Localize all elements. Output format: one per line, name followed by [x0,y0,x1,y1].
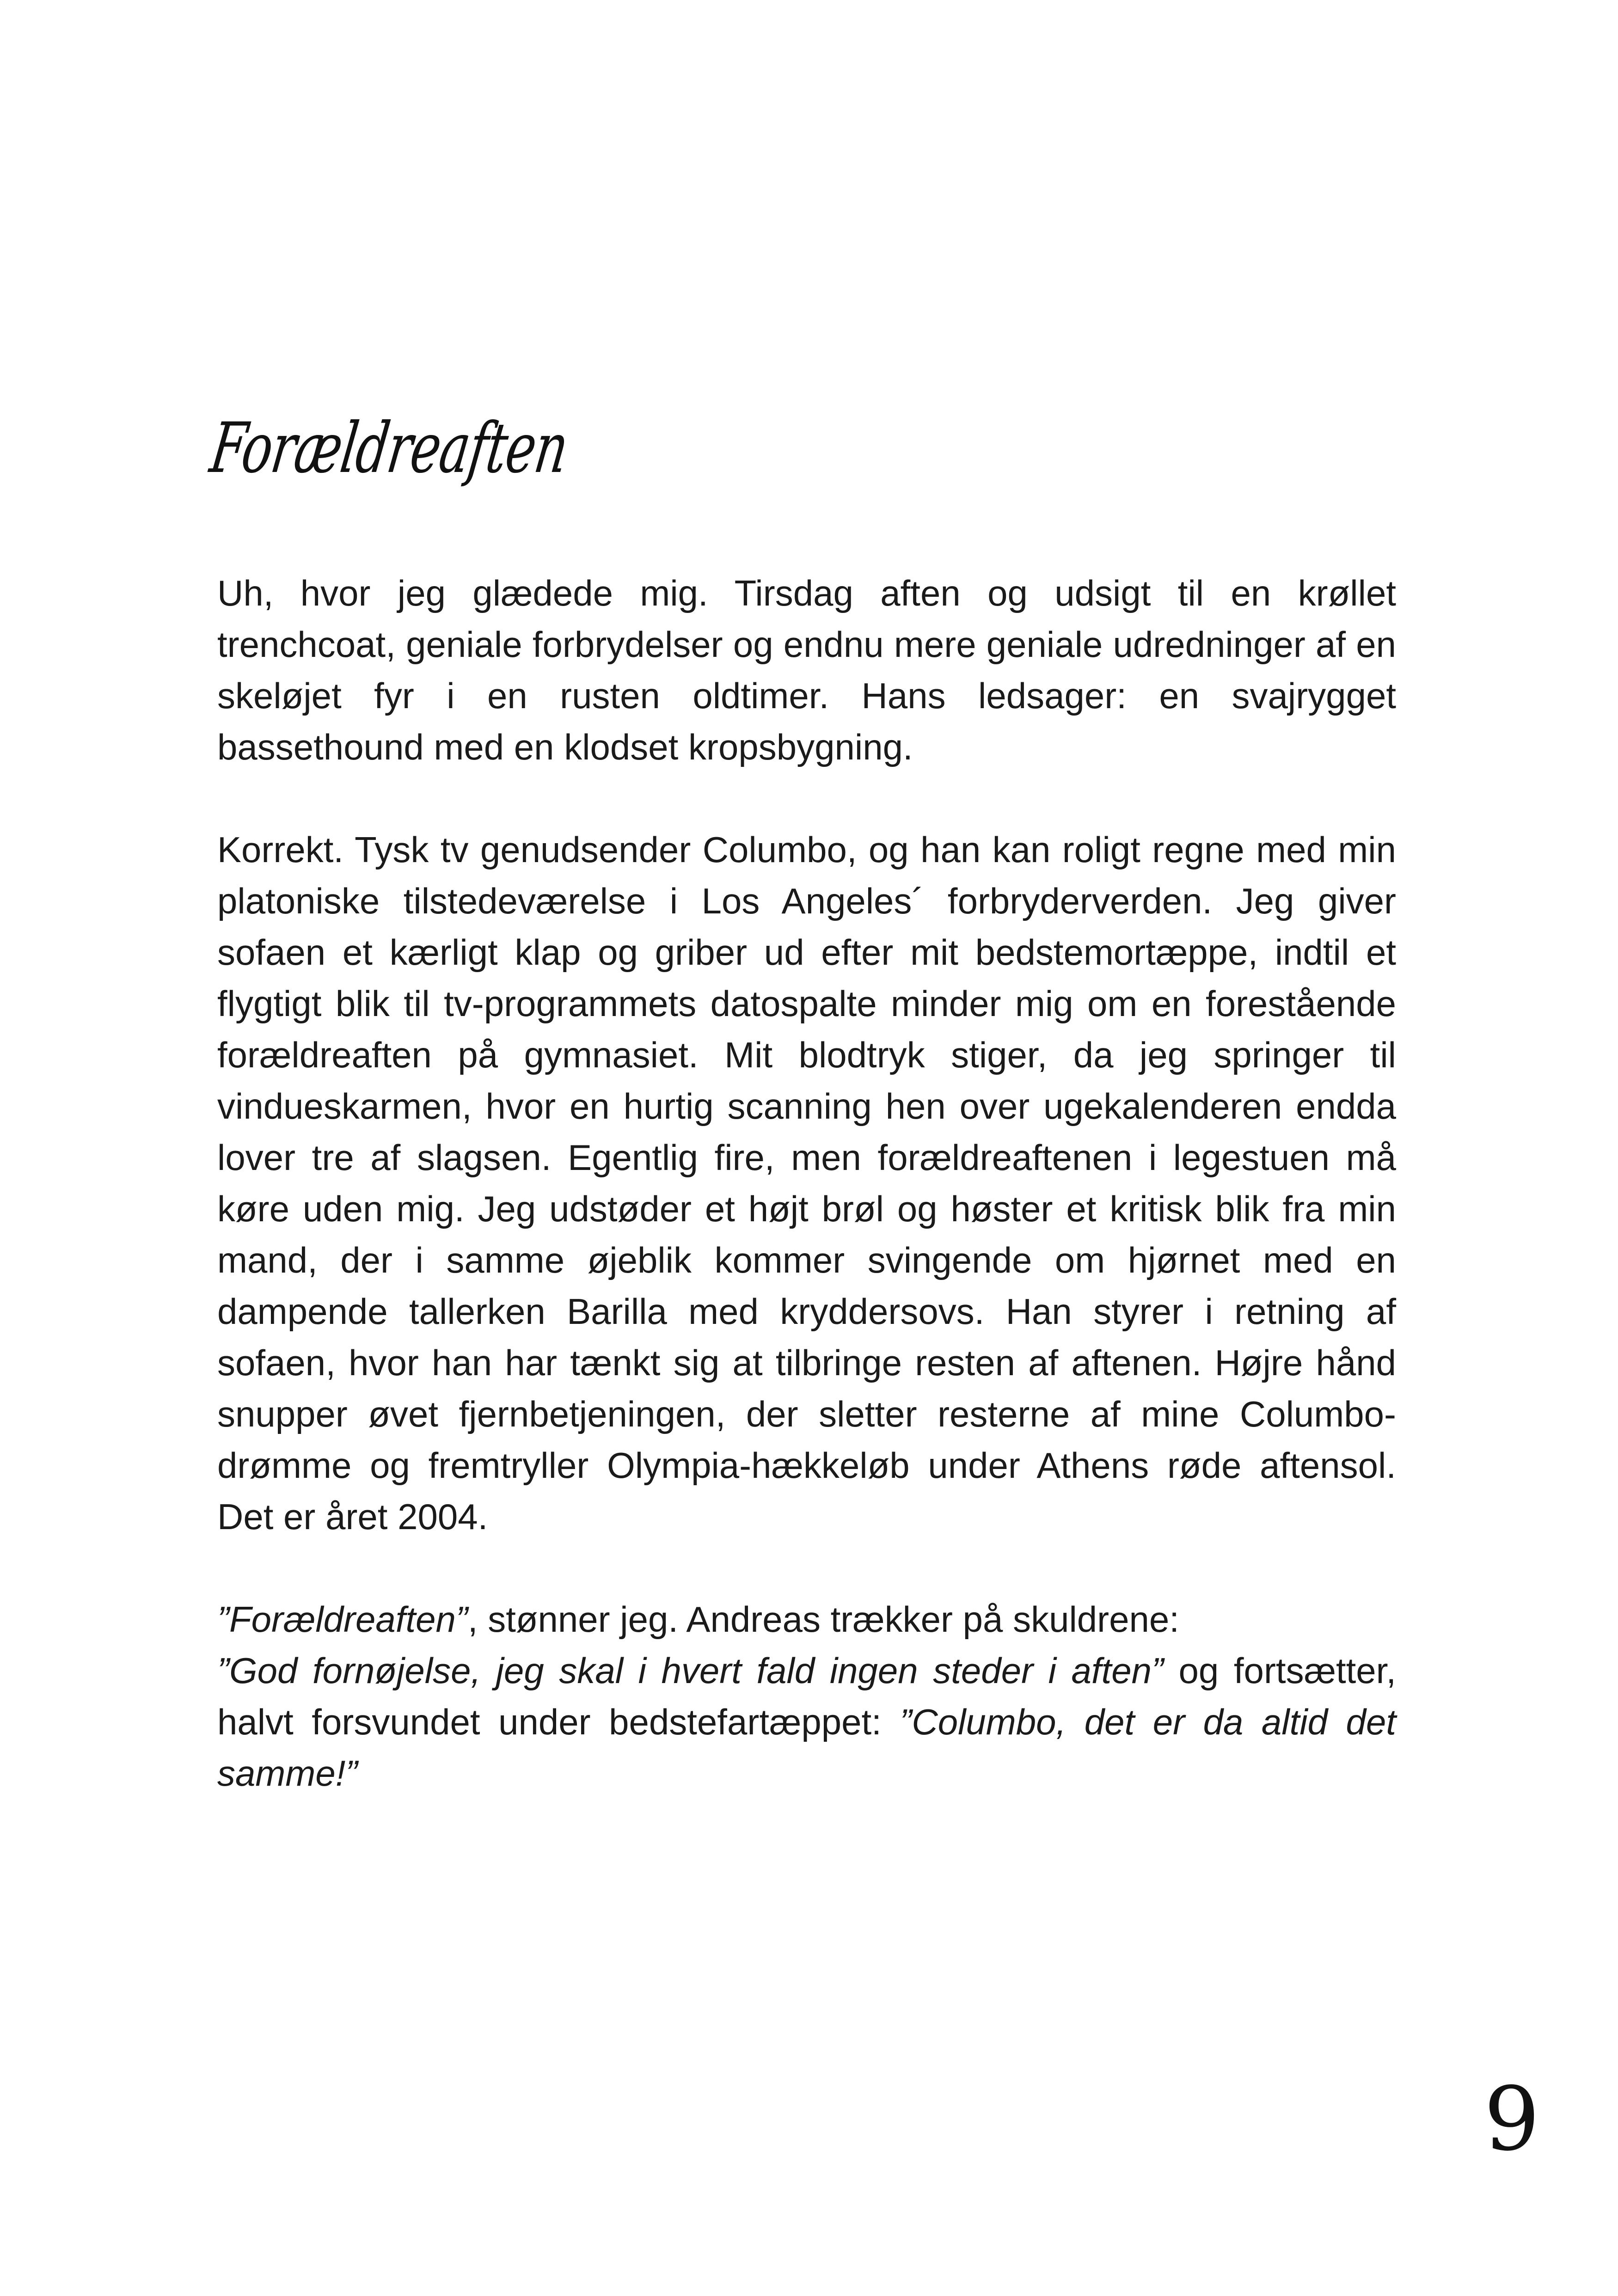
quote-foraeldreaften: ”Forældreaften” [217,1599,468,1640]
chapter-title: Forældreaften [206,408,573,489]
paragraph-3-text: , stønner jeg. Andreas trækker på skuldrene: [467,1599,1179,1640]
paragraph-3 [217,1594,1396,1645]
paragraph-1: Uh, hvor jeg glædede mig. Tirsdag aften og udsigt til en krøllet trenchcoat, geniale forbrydelser og endnu mere geniale udredninger af en skeløjet fyr i en rusten oldtimer. Hans ledsager: en svajrygget bassethound med en klodset kropsbygning. [217,573,1396,767]
page-number: 9 [1484,2068,1540,2170]
paragraph-4-text: og fortsætter, halvt forsvundet under bedstefartæppet: [217,1650,1397,1742]
quote-god-fornoejelse: ”God fornøjelse, jeg skal i hvert fald ingen steder i aften” [217,1650,1164,1691]
quote-columbo: ”Columbo, det er da altid det samme!” [217,1702,1396,1794]
paragraph-2: Korrekt. Tysk tv genudsender Columbo, og han kan roligt regne med min platoniske tilstedeværelse i Los Angeles´ forbryderverden. Jeg giver sofaen et kærligt klap og griber ud efter mit bedstemortæppe, indtil et flygtigt blik til tv-programmets datospalte minder mig om en forestående forældreaften på gymnasiet. Mit blodtryk stiger, da jeg springer til vindueskarmen, hvor en hurtig scanning hen over ugekalenderen endda lover tre af slagsen. Egentlig fire, men forældreaftenen i legestuen må køre uden mig. Jeg udstøder et højt brøl og høster et kritisk blik fra min mand, der i samme øjeblik kommer svingende om hjørnet med en dampende tallerken Barilla med kryddersovs. Han styrer i retning af sofaen, hvor han har tænkt sig at tilbringe resten af aftenen. Højre hånd snupper øvet fjernbetjeningen, der sletter resterne af mine Columbo-drømme og fremtryller Olympia-hækkeløb under Athens røde aftensol. Det er året 2004. [217,829,1396,1537]
chapter-body [217,568,1396,1799]
paragraph-4 [217,1645,1396,1799]
